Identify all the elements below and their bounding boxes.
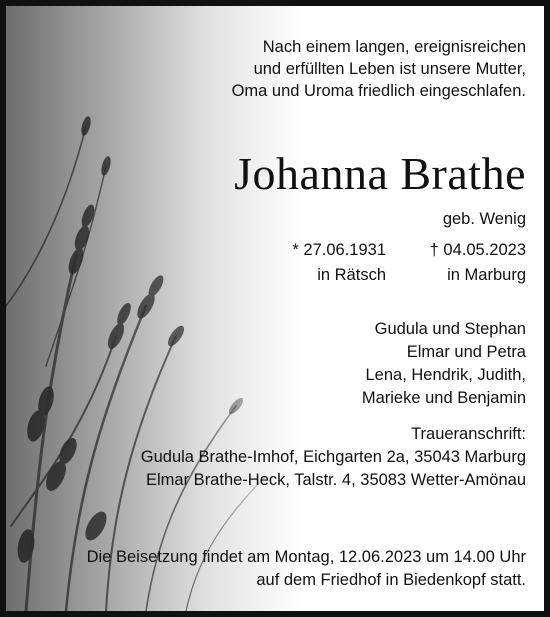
intro-text	[232, 36, 526, 102]
death-place: in Marburg	[447, 266, 526, 284]
address-line: Gudula Brathe-Imhof, Eichgarten 2a, 35043 Marburg	[140, 448, 526, 466]
death-column	[386, 238, 526, 288]
birth-place: in Rätsch	[317, 266, 386, 284]
born-name: geb. Wenig	[442, 210, 526, 228]
mourners-list	[362, 318, 526, 410]
intro-line: und erfüllten Leben ist unsere Mutter,	[253, 60, 526, 78]
death-date: † 04.05.2023	[429, 241, 526, 259]
intro-line: Oma und Uroma friedlich eingeschlafen.	[231, 82, 526, 100]
funeral-line: auf dem Friedhof in Biedenkopf statt.	[256, 571, 526, 589]
deceased-name: Johanna Brathe	[234, 148, 526, 199]
birth-date: * 27.06.1931	[292, 241, 386, 259]
birth-column	[246, 238, 386, 288]
condolence-address	[141, 423, 526, 492]
funeral-info	[87, 546, 526, 592]
address-heading: Traueranschrift:	[411, 425, 526, 443]
mourner-line: Gudula und Stephan	[374, 320, 526, 338]
life-dates	[246, 238, 526, 288]
intro-line: Nach einem langen, ereignisreichen	[262, 38, 526, 56]
mourner-line: Elmar und Petra	[406, 343, 526, 361]
mourner-line: Lena, Hendrik, Judith,	[365, 366, 526, 384]
funeral-line: Die Beisetzung findet am Montag, 12.06.2023 um 14.00 Uhr	[86, 548, 526, 566]
address-line: Elmar Brathe-Heck, Talstr. 4, 35083 Wetter-Amönau	[146, 471, 526, 489]
mourner-line: Marieke und Benjamin	[361, 389, 526, 407]
